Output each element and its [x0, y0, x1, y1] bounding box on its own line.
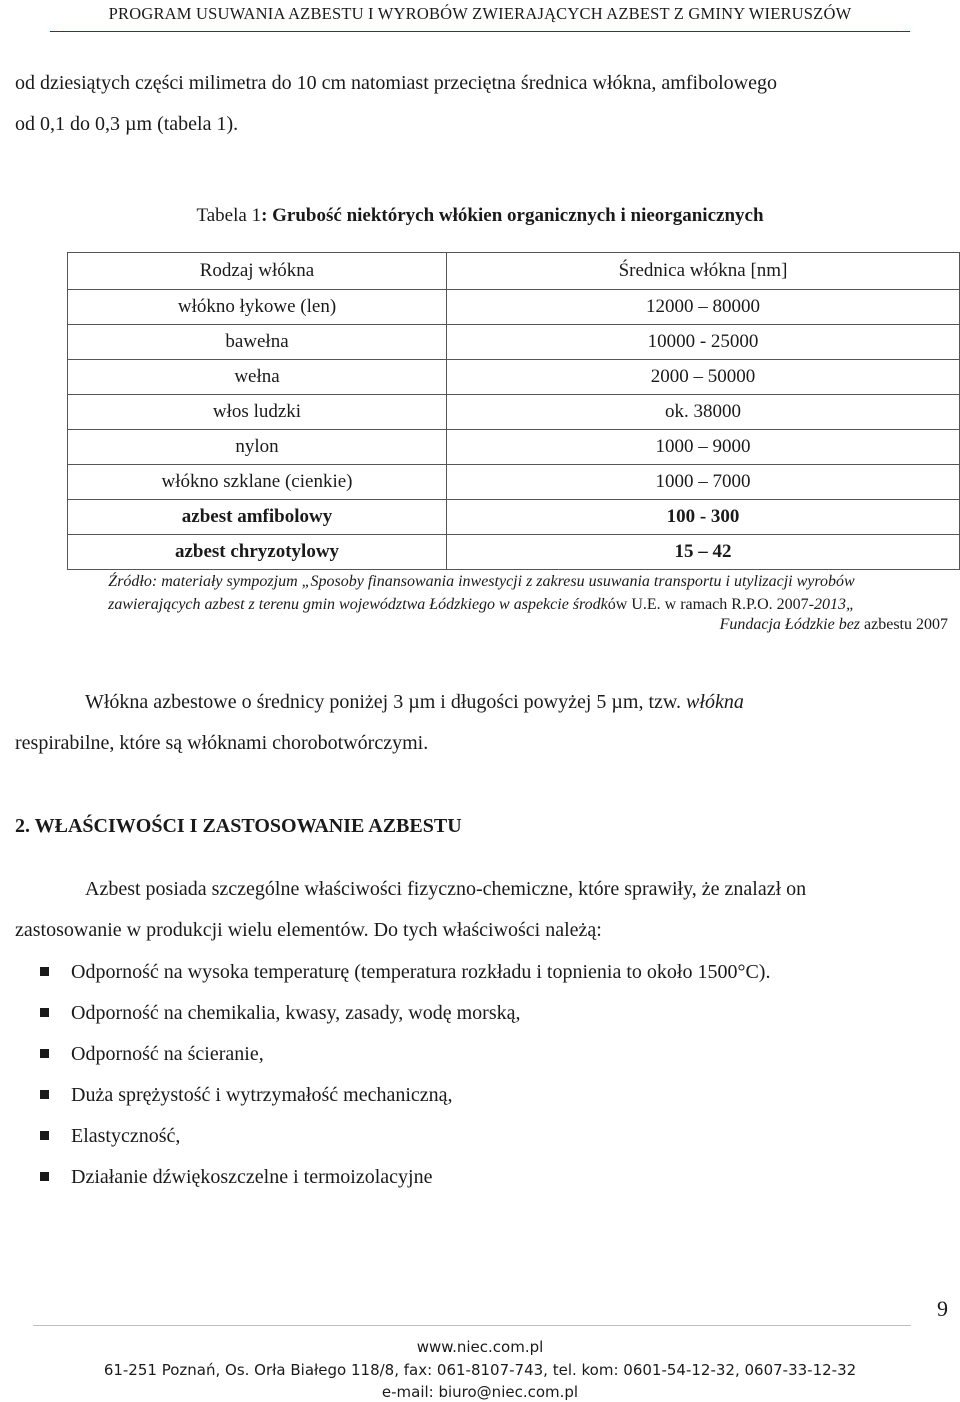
page-number: 9: [937, 1296, 948, 1321]
diameter-cell: 12000 – 80000: [447, 290, 960, 325]
table-header-row: [68, 253, 960, 290]
square-bullet-icon: [40, 967, 49, 976]
header-rule: [50, 31, 910, 32]
table-row: [68, 395, 960, 430]
square-bullet-icon: [40, 1008, 49, 1017]
fiber-type-cell: azbest chryzotylowy: [68, 535, 447, 570]
square-bullet-icon: [40, 1049, 49, 1058]
source-line-3a: Fundacja Łódzkie bez: [719, 616, 861, 633]
footer-rule: [33, 1325, 911, 1326]
table-row: [68, 360, 960, 395]
fiber-type-cell: włókno łykowe (len): [68, 290, 447, 325]
diameter-cell: 2000 – 50000: [447, 360, 960, 395]
source-line-2c: 2013„: [813, 596, 855, 613]
intro-line-1: od dziesiątych części milimetra do 10 cm natomiast przeciętna średnica włókna, amfibolowego: [15, 72, 777, 94]
para3-line-1: Azbest posiada szczególne właściwości fizyczno-chemiczne, które sprawiły, że znalazł on: [85, 878, 807, 900]
page-header: PROGRAM USUWANIA AZBESTU I WYROBÓW ZWIERAJĄCYCH AZBEST Z GMINY WIERUSZÓW: [108, 4, 852, 23]
column-header-diameter: Średnica włókna [nm]: [447, 253, 960, 290]
list-item: [40, 1001, 770, 1042]
source-line-2b: ów U.E. w ramach R.P.O. 2007-: [607, 596, 814, 613]
fiber-type-cell: nylon: [68, 430, 447, 465]
column-header-fiber-type: Rodzaj włókna: [68, 253, 447, 290]
square-bullet-icon: [40, 1131, 49, 1140]
table-row: [68, 465, 960, 500]
intro-line-2: od 0,1 do 0,3 µm (tabela 1).: [15, 113, 239, 135]
diameter-cell: 100 - 300: [447, 500, 960, 535]
table-row: [68, 500, 960, 535]
fiber-type-cell: wełna: [68, 360, 447, 395]
fiber-type-cell: włos ludzki: [68, 395, 447, 430]
source-line-3: [720, 616, 948, 634]
fiber-type-cell: bawełna: [68, 325, 447, 360]
source-line-2a: zawierających azbest z terenu gmin województwa Łódzkiego w aspekcie środk: [108, 596, 608, 613]
list-item: [40, 1083, 770, 1124]
diameter-cell: 1000 – 9000: [447, 430, 960, 465]
list-item-text: Duża sprężystość i wytrzymałość mechaniczną,: [71, 1084, 453, 1106]
list-item: [40, 960, 770, 1001]
footer-email[interactable]: e-mail: biuro@niec.com.pl: [381, 1383, 579, 1401]
table-row: [68, 535, 960, 570]
diameter-cell: 1000 – 7000: [447, 465, 960, 500]
source-line-2: [15, 594, 948, 616]
table-caption: [0, 205, 960, 227]
para2-line-2: respirabilne, które są włóknami chorobotwórczymi.: [15, 732, 429, 754]
source-line-3b: azbestu 2007: [860, 616, 948, 633]
footer-website[interactable]: www.niec.com.pl: [416, 1338, 544, 1356]
para2-line-1: [15, 692, 948, 712]
diameter-cell: 15 – 42: [447, 535, 960, 570]
properties-list: [40, 960, 770, 1206]
para3-line-2: zastosowanie w produkcji wielu elementów. Do tych właściwości należą:: [15, 919, 602, 941]
diameter-cell: 10000 - 25000: [447, 325, 960, 360]
list-item-text: Odporność na chemikalia, kwasy, zasady, wodę morską,: [71, 1002, 521, 1024]
table-row: [68, 290, 960, 325]
fiber-type-cell: włókno szklane (cienkie): [68, 465, 447, 500]
fiber-type-cell: azbest amfibolowy: [68, 500, 447, 535]
list-item-text: Elastyczność,: [71, 1125, 181, 1147]
table-caption-prefix: Tabela 1: [196, 205, 262, 226]
list-item: [40, 1165, 770, 1206]
table-caption-title: : Grubość niektórych włókien organicznych i nieorganicznych: [261, 205, 764, 226]
list-item-text: Odporność na wysoka temperaturę (temperatura rozkładu i topnienia to około 1500°C).: [71, 961, 771, 983]
para2-text: Włókna azbestowe o średnicy poniżej 3 µm i długości powyżej 5 µm, tzw.: [85, 691, 687, 713]
section-heading: 2. WŁAŚCIWOŚCI I ZASTOSOWANIE AZBESTU: [15, 815, 462, 837]
list-item: [40, 1042, 770, 1083]
square-bullet-icon: [40, 1172, 49, 1181]
list-item-text: Odporność na ścieranie,: [71, 1043, 264, 1065]
diameter-cell: ok. 38000: [447, 395, 960, 430]
list-item: [40, 1124, 770, 1165]
footer-address: 61-251 Poznań, Os. Orła Białego 118/8, fax: 061-8107-743, tel. kom: 0601-54-12-32, 0607-33-12-32: [103, 1361, 857, 1379]
square-bullet-icon: [40, 1090, 49, 1099]
list-item-text: Działanie dźwiękoszczelne i termoizolacyjne: [71, 1166, 433, 1188]
source-line-1: Źródło: materiały sympozjum „Sposoby finansowania inwestycji z zakresu usuwania transportu i utylizacji wyrobów: [108, 573, 855, 590]
para2-emphasis: włókna: [686, 691, 744, 713]
table-row: [68, 325, 960, 360]
table-row: [68, 430, 960, 465]
fiber-diameter-table: [67, 252, 960, 570]
